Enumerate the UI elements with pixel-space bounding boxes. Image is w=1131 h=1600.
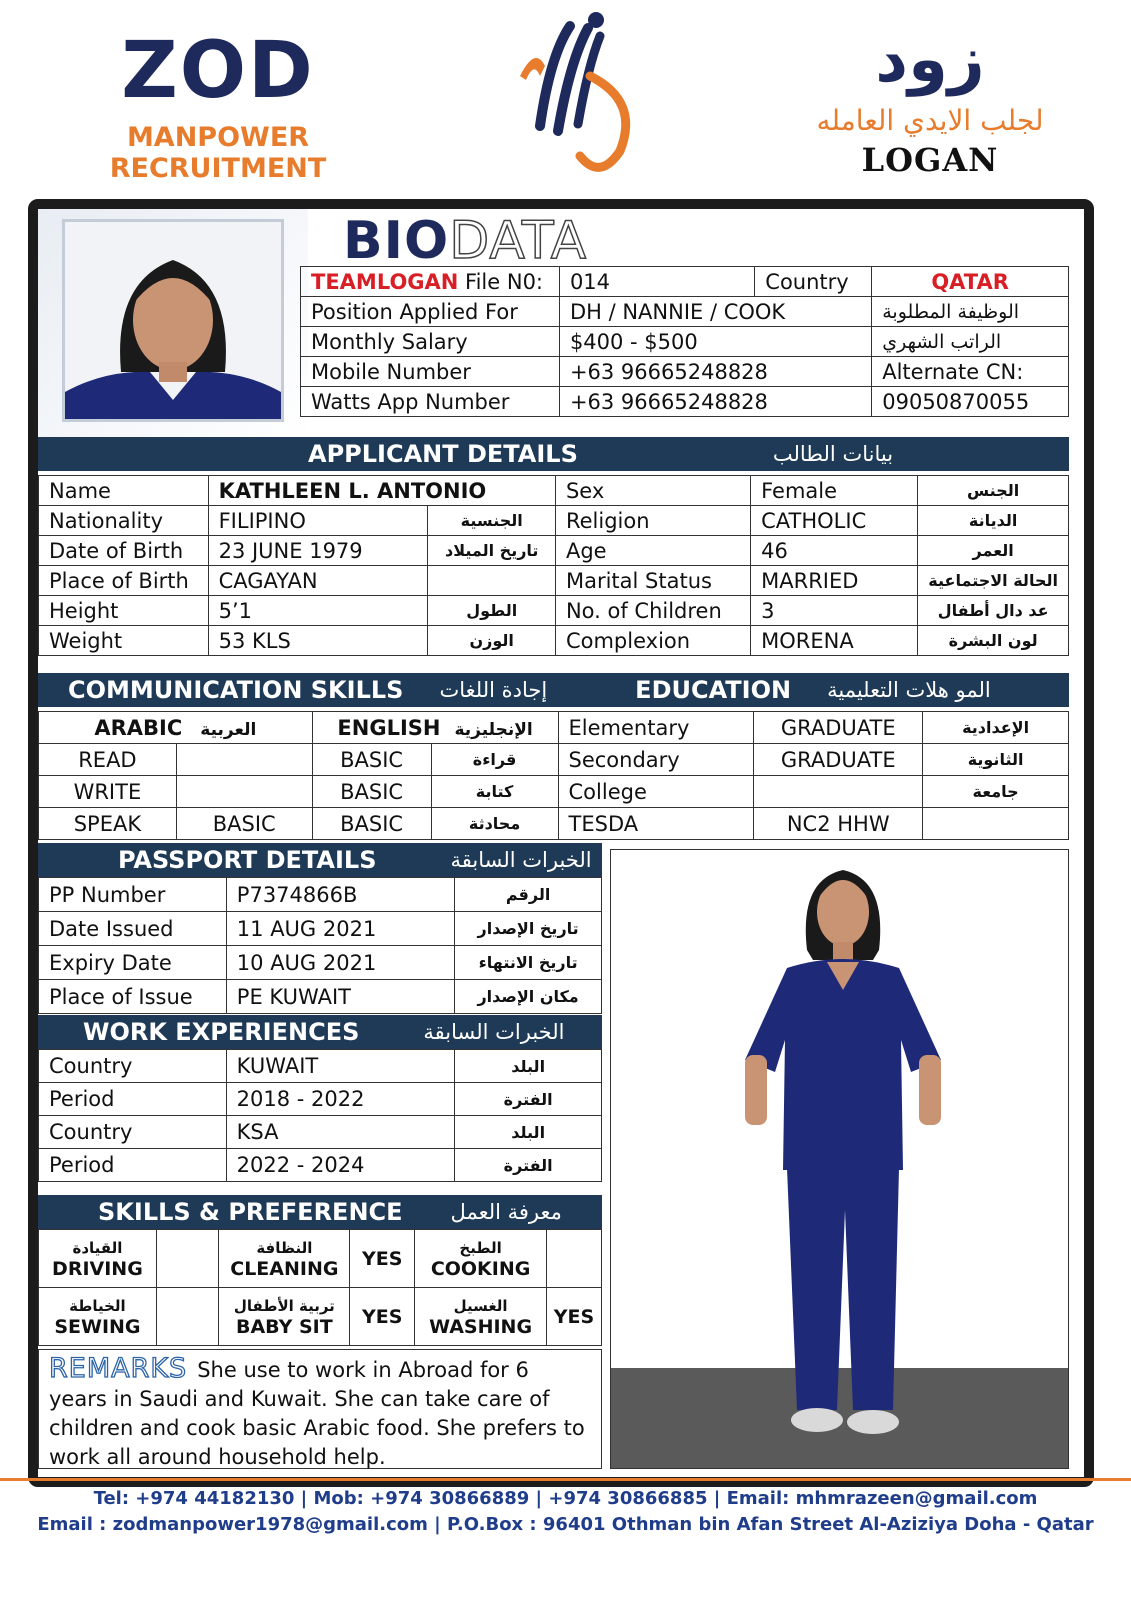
- education-level: College: [558, 776, 754, 808]
- full-body-photo: [610, 849, 1069, 1469]
- applicant-details-header: [38, 437, 1069, 471]
- field-label-arabic: لون البشرة: [918, 626, 1069, 656]
- table-row: [39, 980, 602, 1014]
- field-label: PP Number: [39, 878, 227, 912]
- field-value: PE KUWAIT: [226, 980, 454, 1014]
- field-value: 46: [751, 536, 918, 566]
- education-level: TESDA: [558, 808, 754, 840]
- field-value: MORENA: [751, 626, 918, 656]
- field-value: 53 KLS: [208, 626, 428, 656]
- footer-divider: [0, 1478, 1131, 1481]
- table-row: [39, 912, 602, 946]
- file-label-suffix: File N0:: [458, 269, 544, 294]
- table-row: [39, 506, 1069, 536]
- skill-name: COOKING: [430, 1257, 531, 1280]
- field-label-arabic: الفترة: [455, 1149, 602, 1182]
- mobile-value: +63 96665248828: [559, 357, 871, 387]
- applicant-header-arabic: بيانات الطالب: [772, 442, 894, 466]
- english-language-label: ENGLISH: [337, 715, 441, 740]
- title-bold: BIO: [343, 211, 450, 271]
- brand-tagline-arabic: لجلب الايدي العامله: [816, 104, 1044, 137]
- skill-value: [547, 1230, 602, 1288]
- skills-education-header: [38, 673, 1069, 707]
- work-experiences-header: [38, 1015, 602, 1049]
- table-row: [39, 712, 1069, 744]
- arabic-language-label-arabic: العربية: [200, 719, 257, 740]
- field-value: P7374866B: [226, 878, 454, 912]
- table-row: [39, 596, 1069, 626]
- education-status: [754, 776, 923, 808]
- file-label: [301, 267, 560, 297]
- field-value: 11 AUG 2021: [226, 912, 454, 946]
- field-label: Weight: [39, 626, 209, 656]
- skill-name-arabic: الخياطة: [69, 1296, 126, 1315]
- skill-name-arabic: تربية الأطفال: [233, 1296, 335, 1315]
- education-status: GRADUATE: [754, 744, 923, 776]
- language-skill-arabic: قراءة: [431, 744, 558, 776]
- field-label: Period: [39, 1083, 227, 1116]
- field-value: 23 JUNE 1979: [208, 536, 428, 566]
- skill-name-cell: [39, 1230, 157, 1288]
- skill-name: SEWING: [54, 1315, 141, 1338]
- whatsapp-label: Watts App Number: [301, 387, 560, 417]
- field-label-arabic: الطول: [428, 596, 555, 626]
- salary-value: $400 - $500: [559, 327, 871, 357]
- language-skill-arabic: كتابة: [431, 776, 558, 808]
- english-skill-level: BASIC: [312, 808, 431, 840]
- field-label-arabic: مكان الإصدار: [455, 980, 602, 1014]
- country-label: Country: [755, 267, 872, 297]
- language-skill: WRITE: [39, 776, 177, 808]
- portrait-photo-icon: [65, 222, 281, 419]
- page-title: [343, 211, 587, 271]
- brand-tagline: MANPOWER RECRUITMENT: [109, 122, 327, 184]
- english-skill-level: BASIC: [312, 744, 431, 776]
- english-language-label-arabic: الإنجليزية: [454, 719, 533, 740]
- field-value: CAGAYAN: [208, 566, 428, 596]
- field-label-arabic: البلد: [455, 1050, 602, 1083]
- passport-header-text: PASSPORT DETAILS: [118, 846, 377, 874]
- education-status: GRADUATE: [754, 712, 923, 744]
- field-label: Sex: [555, 476, 750, 506]
- remarks-text: She use to work in Abroad for 6 years in Saudi and Kuwait. She can take care of children and cook basic Arabic food. She prefers to work all around household help.: [49, 1358, 585, 1469]
- field-label-arabic: الفترة: [455, 1083, 602, 1116]
- footer-contact-line: Tel: +974 44182130 | Mob: +974 30866889 | +974 30866885 | Email: mhmrazeen@gmail.com: [93, 1488, 1038, 1509]
- field-label: Complexion: [555, 626, 750, 656]
- table-row: [39, 1116, 602, 1149]
- communication-header-arabic: إجادة اللغات: [439, 678, 548, 702]
- skill-name-cell: [219, 1288, 350, 1346]
- skill-name-arabic: القيادة: [72, 1238, 123, 1257]
- field-label-arabic: الرقم: [455, 878, 602, 912]
- alternate-label: Alternate CN:: [872, 357, 1069, 387]
- partner-name: LOGAN: [861, 141, 999, 179]
- field-value: MARRIED: [751, 566, 918, 596]
- field-label-arabic: [428, 566, 555, 596]
- biodata-sheet: [28, 199, 1094, 1487]
- language-skill: SPEAK: [39, 808, 177, 840]
- portrait-photo: [62, 219, 284, 422]
- field-label: No. of Children: [555, 596, 750, 626]
- file-label-prefix: TEAMLOGAN: [311, 269, 459, 294]
- field-label-arabic: عد دال أطفال: [918, 596, 1069, 626]
- salary-label-arabic: الراتب الشهري: [872, 327, 1069, 357]
- field-label: Height: [39, 596, 209, 626]
- communication-header-text: COMMUNICATION SKILLS: [68, 676, 404, 704]
- skill-name-cell: [219, 1230, 350, 1288]
- work-header-text: WORK EXPERIENCES: [83, 1018, 360, 1046]
- passport-details-table: [38, 877, 602, 1014]
- education-level-arabic: الثانوية: [923, 744, 1069, 776]
- arabic-language-label: ARABIC: [94, 715, 183, 740]
- education-header-arabic: المو هلات التعليمية: [827, 678, 991, 702]
- table-row: [39, 946, 602, 980]
- skill-name-cell: [415, 1230, 547, 1288]
- table-row: [39, 1288, 602, 1346]
- field-value: CATHOLIC: [751, 506, 918, 536]
- field-label: Country: [39, 1116, 227, 1149]
- field-label: Date of Birth: [39, 536, 209, 566]
- field-label: Expiry Date: [39, 946, 227, 980]
- mobile-label: Mobile Number: [301, 357, 560, 387]
- education-level-arabic: جامعة: [923, 776, 1069, 808]
- skill-value: YES: [350, 1288, 415, 1346]
- field-label-arabic: تاريخ الميلاد: [428, 536, 555, 566]
- brand-name-arabic: زود: [875, 23, 985, 97]
- whatsapp-value: +63 96665248828: [559, 387, 871, 417]
- field-label-arabic: تاريخ الإصدار: [455, 912, 602, 946]
- skill-name: CLEANING: [230, 1257, 339, 1280]
- field-label: Place of Issue: [39, 980, 227, 1014]
- table-row: [39, 776, 1069, 808]
- skills-header-text: SKILLS & PREFERENCE: [98, 1198, 403, 1226]
- arabic-skill-level: BASIC: [176, 808, 312, 840]
- skill-name: DRIVING: [52, 1257, 143, 1280]
- field-value: KSA: [226, 1116, 455, 1149]
- field-value: 5’1: [208, 596, 428, 626]
- brand-block: [28, 28, 408, 184]
- skill-value: [156, 1288, 219, 1346]
- field-value: 3: [751, 596, 918, 626]
- skills-header-arabic: معرفة العمل: [450, 1200, 562, 1224]
- table-row: [39, 744, 1069, 776]
- education-level-arabic: الإعدادية: [923, 712, 1069, 744]
- field-label-arabic: الديانة: [918, 506, 1069, 536]
- field-value: 2022 - 2024: [226, 1149, 455, 1182]
- applicant-header-text: APPLICANT DETAILS: [308, 440, 578, 468]
- file-info-table: [300, 266, 1069, 417]
- field-label: Name: [39, 476, 209, 506]
- full-body-photo-icon: [611, 850, 1069, 1469]
- country-value: QATAR: [872, 267, 1069, 297]
- field-label: Place of Birth: [39, 566, 209, 596]
- education-level-arabic: [923, 808, 1069, 840]
- table-row: [39, 536, 1069, 566]
- field-label-arabic: الوزن: [428, 626, 555, 656]
- field-label-arabic: العمر: [918, 536, 1069, 566]
- position-label-arabic: الوظيفة المطلوبة: [872, 297, 1069, 327]
- language-skill: READ: [39, 744, 177, 776]
- position-value: DH / NANNIE / COOK: [559, 297, 871, 327]
- field-value: FILIPINO: [208, 506, 428, 536]
- table-row: [39, 1050, 602, 1083]
- english-language-header: [312, 712, 558, 744]
- field-value: Female: [751, 476, 918, 506]
- table-row: [39, 878, 602, 912]
- table-row: [39, 1083, 602, 1116]
- education-level: Secondary: [558, 744, 754, 776]
- footer-address-line: Email : zodmanpower1978@gmail.com | P.O.Box : 96401 Othman bin Afan Street Al-Aziziya Doha - Qatar: [37, 1514, 1094, 1535]
- arabic-skill-level: [176, 744, 312, 776]
- field-value: 2018 - 2022: [226, 1083, 455, 1116]
- english-skill-level: BASIC: [312, 776, 431, 808]
- field-label-arabic: تاريخ الانتهاء: [455, 946, 602, 980]
- passport-details-header: [38, 843, 602, 877]
- skill-name-cell: [415, 1288, 547, 1346]
- field-label: Period: [39, 1149, 227, 1182]
- language-education-table: [38, 711, 1069, 840]
- arabic-language-header: [39, 712, 313, 744]
- table-row: [39, 626, 1069, 656]
- field-label: Age: [555, 536, 750, 566]
- work-experiences-table: [38, 1049, 602, 1182]
- arabic-brand-block: [760, 20, 1100, 179]
- skill-name-arabic: النظافة: [256, 1238, 313, 1257]
- skill-value: [156, 1230, 219, 1288]
- field-label-arabic: الجنسية: [428, 506, 555, 536]
- remarks-label: REMARKS: [49, 1353, 188, 1384]
- table-row: [39, 1149, 602, 1182]
- applicant-details-table: [38, 475, 1069, 656]
- brand-name: ZOD: [121, 26, 315, 116]
- position-label: Position Applied For: [301, 297, 560, 327]
- skill-value: YES: [547, 1288, 602, 1346]
- passport-header-arabic: الخبرات السابقة: [450, 848, 592, 872]
- skill-name-arabic: الغسيل: [453, 1296, 508, 1315]
- arabic-skill-level: [176, 776, 312, 808]
- field-value: KUWAIT: [226, 1050, 455, 1083]
- education-level: Elementary: [558, 712, 754, 744]
- field-label: Country: [39, 1050, 227, 1083]
- skill-value: YES: [350, 1230, 415, 1288]
- language-skill-arabic: محادثة: [431, 808, 558, 840]
- field-label: Date Issued: [39, 912, 227, 946]
- remarks-box: [38, 1349, 602, 1469]
- company-logo-icon: [500, 6, 650, 186]
- title-light: DATA: [449, 211, 588, 271]
- skills-preference-table: [38, 1229, 602, 1346]
- field-label-arabic: الجنس: [918, 476, 1069, 506]
- skill-name-cell: [39, 1288, 157, 1346]
- work-header-arabic: الخبرات السابقة: [423, 1020, 565, 1044]
- skill-name: BABY SIT: [235, 1315, 333, 1338]
- file-number: 014: [559, 267, 754, 297]
- skills-preference-header: [38, 1195, 602, 1229]
- salary-label: Monthly Salary: [301, 327, 560, 357]
- field-label-arabic: البلد: [455, 1116, 602, 1149]
- table-row: [39, 1230, 602, 1288]
- alternate-value: 09050870055: [872, 387, 1069, 417]
- field-label: Religion: [555, 506, 750, 536]
- contact-footer: [0, 1486, 1131, 1538]
- field-label-arabic: الحالة الاجتماعية: [918, 566, 1069, 596]
- table-row: [39, 566, 1069, 596]
- field-value: 10 AUG 2021: [226, 946, 454, 980]
- skill-name: WASHING: [429, 1315, 533, 1338]
- education-header-text: EDUCATION: [635, 676, 792, 704]
- table-row: [39, 808, 1069, 840]
- field-label: Nationality: [39, 506, 209, 536]
- table-row: [39, 476, 1069, 506]
- field-label: Marital Status: [555, 566, 750, 596]
- field-value: KATHLEEN L. ANTONIO: [208, 476, 555, 506]
- skill-name-arabic: الطبخ: [459, 1238, 502, 1257]
- education-status: NC2 HHW: [754, 808, 923, 840]
